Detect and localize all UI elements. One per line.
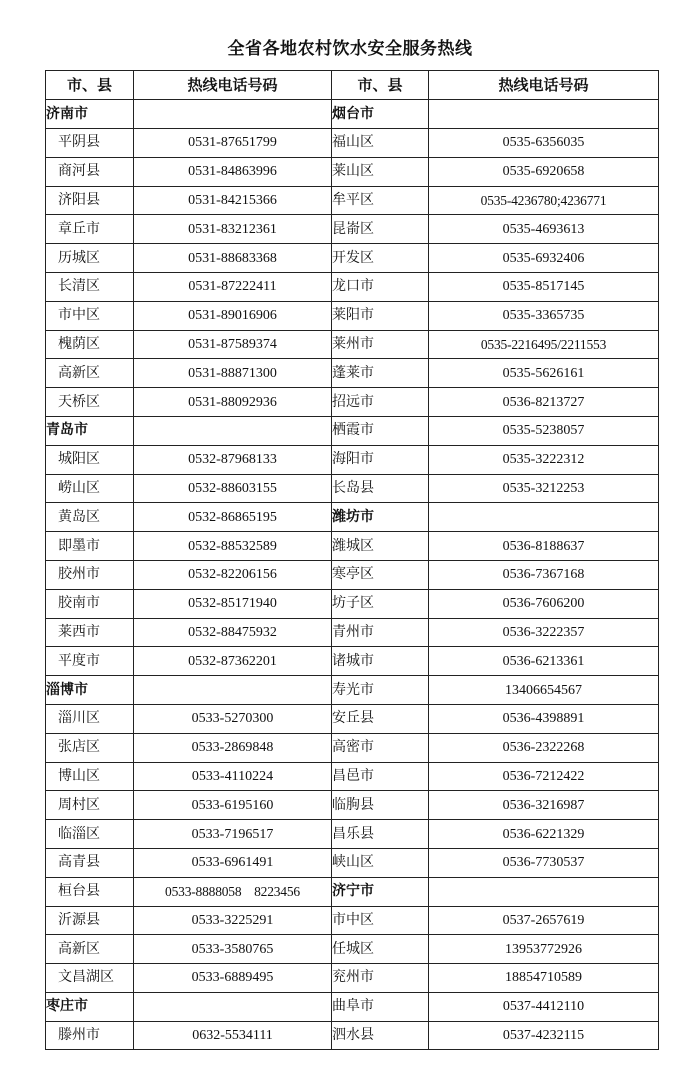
left-district-name: 商河县 xyxy=(46,157,134,186)
table-row xyxy=(46,791,659,820)
left-district-name: 桓台县 xyxy=(46,877,134,906)
left-phone-number: 0533-3225291 xyxy=(134,906,332,935)
right-district-name: 昌邑市 xyxy=(332,762,429,791)
right-phone-number: 0536-7606200 xyxy=(429,589,659,618)
right-district-name: 昌乐县 xyxy=(332,820,429,849)
left-district-name: 市中区 xyxy=(46,301,134,330)
right-district-name: 海阳市 xyxy=(332,445,429,474)
left-district-name: 淄川区 xyxy=(46,704,134,733)
left-phone-number: 0532-88603155 xyxy=(134,474,332,503)
table-row xyxy=(46,244,659,273)
table-row xyxy=(46,128,659,157)
right-phone-number: 18854710589 xyxy=(429,964,659,993)
right-phone-number: 0536-6213361 xyxy=(429,647,659,676)
left-phone-number: 0532-86865195 xyxy=(134,503,332,532)
table-row xyxy=(46,964,659,993)
left-phone-number: 0532-88475932 xyxy=(134,618,332,647)
table-row xyxy=(46,647,659,676)
right-phone-number: 0535-4693613 xyxy=(429,215,659,244)
right-district-name: 兖州市 xyxy=(332,964,429,993)
right-district-name: 福山区 xyxy=(332,128,429,157)
left-phone-number: 0532-82206156 xyxy=(134,560,332,589)
left-district-name: 博山区 xyxy=(46,762,134,791)
left-city-heading: 济南市 xyxy=(46,100,134,129)
table-row xyxy=(46,762,659,791)
right-phone-number xyxy=(429,100,659,129)
right-district-name: 龙口市 xyxy=(332,272,429,301)
right-district-name: 长岛县 xyxy=(332,474,429,503)
left-phone-number: 0531-83212361 xyxy=(134,215,332,244)
right-district-name: 安丘县 xyxy=(332,704,429,733)
table-body xyxy=(46,100,659,1050)
left-district-name: 历城区 xyxy=(46,244,134,273)
left-phone-number xyxy=(134,416,332,445)
header-left-phone: 热线电话号码 xyxy=(134,71,332,100)
left-phone-number: 0533-2869848 xyxy=(134,733,332,762)
left-phone-number: 0533-5270300 xyxy=(134,704,332,733)
right-phone-number: 0537-2657619 xyxy=(429,906,659,935)
left-phone-number: 0532-85171940 xyxy=(134,589,332,618)
left-phone-number: 0632-5534111 xyxy=(134,1021,332,1050)
right-phone-number: 0535-6932406 xyxy=(429,244,659,273)
right-district-name: 寿光市 xyxy=(332,676,429,705)
left-phone-number: 0533-6195160 xyxy=(134,791,332,820)
left-district-name: 高新区 xyxy=(46,935,134,964)
right-phone-number: 0536-7367168 xyxy=(429,560,659,589)
table-row xyxy=(46,733,659,762)
left-phone-number: 0531-88092936 xyxy=(134,388,332,417)
right-district-name: 高密市 xyxy=(332,733,429,762)
right-phone-number: 0535-5238057 xyxy=(429,416,659,445)
header-row xyxy=(46,71,659,100)
right-phone-number: 0536-7730537 xyxy=(429,848,659,877)
left-district-name: 城阳区 xyxy=(46,445,134,474)
right-district-name: 诸城市 xyxy=(332,647,429,676)
right-phone-number: 0535-3222312 xyxy=(429,445,659,474)
right-phone-number xyxy=(429,877,659,906)
right-phone-number: 0535-2216495/2211553 xyxy=(429,330,659,359)
left-district-name: 崂山区 xyxy=(46,474,134,503)
table-row xyxy=(46,330,659,359)
right-district-name: 青州市 xyxy=(332,618,429,647)
right-district-name: 任城区 xyxy=(332,935,429,964)
table-row xyxy=(46,877,659,906)
right-city-heading: 济宁市 xyxy=(332,877,429,906)
left-district-name: 槐荫区 xyxy=(46,330,134,359)
left-phone-number: 0531-87651799 xyxy=(134,128,332,157)
left-district-name: 莱西市 xyxy=(46,618,134,647)
table-row xyxy=(46,445,659,474)
right-phone-number: 13406654567 xyxy=(429,676,659,705)
left-phone-number: 0531-87222411 xyxy=(134,272,332,301)
table-row xyxy=(46,906,659,935)
right-district-name: 市中区 xyxy=(332,906,429,935)
table-row xyxy=(46,676,659,705)
left-district-name: 临淄区 xyxy=(46,820,134,849)
table-row xyxy=(46,1021,659,1050)
right-district-name: 泗水县 xyxy=(332,1021,429,1050)
left-phone-number: 0533-3580765 xyxy=(134,935,332,964)
right-phone-number: 0536-6221329 xyxy=(429,820,659,849)
left-phone-number xyxy=(134,100,332,129)
table-row xyxy=(46,359,659,388)
table-row xyxy=(46,100,659,129)
left-phone-number: 0531-88871300 xyxy=(134,359,332,388)
left-phone-number: 0533-7196517 xyxy=(134,820,332,849)
right-phone-number: 0537-4412110 xyxy=(429,992,659,1021)
right-city-heading: 烟台市 xyxy=(332,100,429,129)
right-district-name: 潍城区 xyxy=(332,532,429,561)
right-district-name: 开发区 xyxy=(332,244,429,273)
right-phone-number: 13953772926 xyxy=(429,935,659,964)
right-phone-number: 0535-6356035 xyxy=(429,128,659,157)
document-title: 全省各地农村饮水安全服务热线 xyxy=(227,39,473,59)
left-district-name: 张店区 xyxy=(46,733,134,762)
right-phone-number: 0536-7212422 xyxy=(429,762,659,791)
right-phone-number: 0537-4232115 xyxy=(429,1021,659,1050)
right-district-name: 蓬莱市 xyxy=(332,359,429,388)
right-district-name: 牟平区 xyxy=(332,186,429,215)
right-phone-number: 0535-5626161 xyxy=(429,359,659,388)
right-district-name: 莱州市 xyxy=(332,330,429,359)
right-phone-number: 0535-3365735 xyxy=(429,301,659,330)
left-phone-number xyxy=(134,992,332,1021)
left-phone-number: 0531-84215366 xyxy=(134,186,332,215)
right-district-name: 坊子区 xyxy=(332,589,429,618)
right-phone-number: 0535-6920658 xyxy=(429,157,659,186)
table-row xyxy=(46,618,659,647)
left-district-name: 天桥区 xyxy=(46,388,134,417)
left-district-name: 高青县 xyxy=(46,848,134,877)
left-phone-number: 0532-87968133 xyxy=(134,445,332,474)
left-city-heading: 淄博市 xyxy=(46,676,134,705)
left-phone-number: 0533-6889495 xyxy=(134,964,332,993)
header-right-name: 市、县 xyxy=(332,71,429,100)
left-district-name: 章丘市 xyxy=(46,215,134,244)
table-row xyxy=(46,503,659,532)
left-phone-number xyxy=(134,676,332,705)
left-phone-number: 0531-89016906 xyxy=(134,301,332,330)
table-row xyxy=(46,560,659,589)
left-district-name: 沂源县 xyxy=(46,906,134,935)
table-row xyxy=(46,935,659,964)
right-city-heading: 潍坊市 xyxy=(332,503,429,532)
right-phone-number: 0536-8188637 xyxy=(429,532,659,561)
hotline-table xyxy=(45,70,659,1050)
left-phone-number: 0531-87589374 xyxy=(134,330,332,359)
right-phone-number: 0536-3216987 xyxy=(429,791,659,820)
left-city-heading: 枣庄市 xyxy=(46,992,134,1021)
table-row xyxy=(46,474,659,503)
right-district-name: 莱山区 xyxy=(332,157,429,186)
right-phone-number: 0535-8517145 xyxy=(429,272,659,301)
left-district-name: 滕州市 xyxy=(46,1021,134,1050)
right-phone-number: 0536-2322268 xyxy=(429,733,659,762)
table-row xyxy=(46,388,659,417)
table-row xyxy=(46,992,659,1021)
right-phone-number: 0536-8213727 xyxy=(429,388,659,417)
left-district-name: 平阴县 xyxy=(46,128,134,157)
left-district-name: 文昌湖区 xyxy=(46,964,134,993)
table-row xyxy=(46,272,659,301)
left-district-name: 高新区 xyxy=(46,359,134,388)
table-row xyxy=(46,589,659,618)
left-district-name: 长清区 xyxy=(46,272,134,301)
left-phone-number: 0533-6961491 xyxy=(134,848,332,877)
left-phone-number: 0533-4110224 xyxy=(134,762,332,791)
left-district-name: 胶州市 xyxy=(46,560,134,589)
left-city-heading: 青岛市 xyxy=(46,416,134,445)
table-row xyxy=(46,157,659,186)
right-district-name: 临朐县 xyxy=(332,791,429,820)
left-district-name: 周村区 xyxy=(46,791,134,820)
right-district-name: 曲阜市 xyxy=(332,992,429,1021)
right-phone-number: 0536-4398891 xyxy=(429,704,659,733)
table-row xyxy=(46,215,659,244)
table-row xyxy=(46,416,659,445)
left-phone-number: 0532-88532589 xyxy=(134,532,332,561)
header-left-name: 市、县 xyxy=(46,71,134,100)
table-row xyxy=(46,820,659,849)
right-district-name: 峡山区 xyxy=(332,848,429,877)
left-district-name: 即墨市 xyxy=(46,532,134,561)
left-district-name: 济阳县 xyxy=(46,186,134,215)
table-row xyxy=(46,704,659,733)
left-district-name: 胶南市 xyxy=(46,589,134,618)
right-district-name: 昆嵛区 xyxy=(332,215,429,244)
right-phone-number: 0536-3222357 xyxy=(429,618,659,647)
right-phone-number xyxy=(429,503,659,532)
right-phone-number: 0535-3212253 xyxy=(429,474,659,503)
left-district-name: 平度市 xyxy=(46,647,134,676)
right-district-name: 栖霞市 xyxy=(332,416,429,445)
table-row xyxy=(46,848,659,877)
right-phone-number: 0535-4236780;4236771 xyxy=(429,186,659,215)
left-phone-number: 0531-88683368 xyxy=(134,244,332,273)
left-district-name: 黄岛区 xyxy=(46,503,134,532)
table-row xyxy=(46,301,659,330)
table-row xyxy=(46,186,659,215)
right-district-name: 招远市 xyxy=(332,388,429,417)
header-right-phone: 热线电话号码 xyxy=(429,71,659,100)
table-row xyxy=(46,532,659,561)
right-district-name: 寒亭区 xyxy=(332,560,429,589)
left-phone-number: 0533-8888058 8223456 xyxy=(134,877,332,906)
left-phone-number: 0531-84863996 xyxy=(134,157,332,186)
left-phone-number: 0532-87362201 xyxy=(134,647,332,676)
right-district-name: 莱阳市 xyxy=(332,301,429,330)
